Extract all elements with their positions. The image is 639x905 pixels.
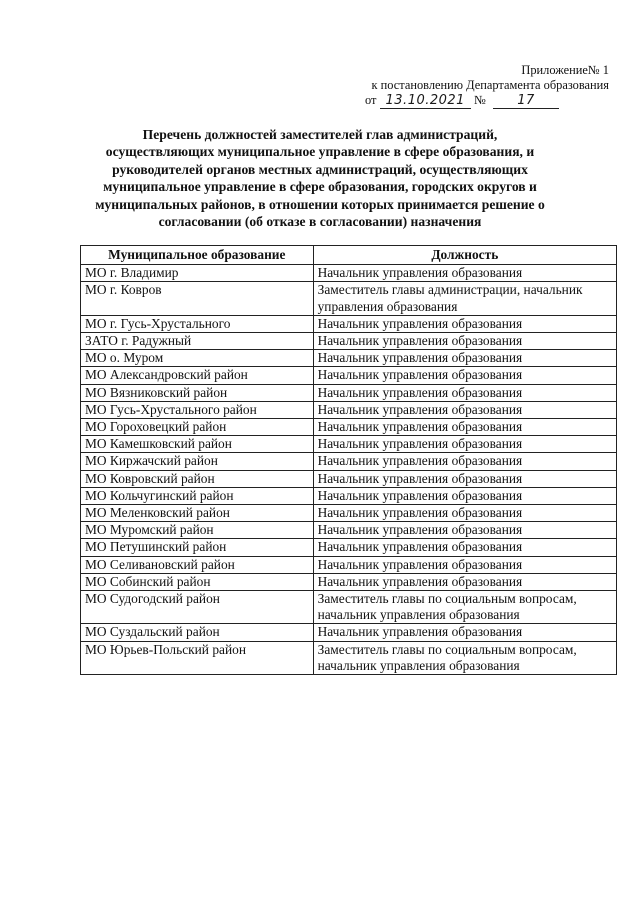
municipality-cell: МО Селивановский район [81,556,314,573]
municipality-cell: МО Камешковский район [81,436,314,453]
table-row [81,624,617,641]
number-prefix: № [474,93,486,107]
municipality-cell: МО г. Ковров [81,282,314,315]
municipality-cell: МО Меленковский район [81,505,314,522]
municipality-cell: МО Вязниковский район [81,384,314,401]
table-row [81,384,617,401]
position-cell: Начальник управления образования [313,333,616,350]
table-row [81,367,617,384]
date-prefix: от [364,93,377,107]
position-cell: Начальник управления образования [313,315,616,332]
position-cell: Начальник управления образования [313,556,616,573]
annex-header [289,63,609,109]
position-cell: Начальник управления образования [313,384,616,401]
municipality-cell: МО Юрьев-Польский район [81,641,314,674]
table-row [81,505,617,522]
annex-reference: к постановлению Департамента образования [371,78,609,92]
municipality-cell: МО Гусь-Хрустального район [81,401,314,418]
position-cell: Начальник управления образования [313,350,616,367]
table-row [81,591,617,624]
table-row [81,265,617,282]
municipality-cell: ЗАТО г. Радужный [81,333,314,350]
municipality-cell: МО Киржачский район [81,453,314,470]
table-row [81,487,617,504]
title-line: муниципальное управление в сфере образования, городских округов и [103,179,537,195]
handwritten-number: 17 [493,93,559,109]
title-line: согласовании (об отказе в согласовании) назначения [158,214,482,230]
position-cell: Начальник управления образования [313,470,616,487]
position-cell: Начальник управления образования [313,265,616,282]
annex-label: Приложение№ 1 [521,63,609,77]
table-row [81,539,617,556]
position-cell: Начальник управления образования [313,436,616,453]
municipality-cell: МО Кольчугинский район [81,487,314,504]
table-row [81,573,617,590]
table-body [81,265,617,675]
table-row [81,556,617,573]
header-position: Должность [313,246,616,265]
table-row [81,333,617,350]
position-cell: Начальник управления образования [313,624,616,641]
position-cell: Начальник управления образования [313,539,616,556]
municipality-cell: МО Муромский район [81,522,314,539]
table-row [81,436,617,453]
position-cell: Заместитель главы по социальным вопросам, начальник управления образования [313,641,616,674]
handwritten-date: 13.10.2021 [380,93,471,109]
title-line: руководителей органов местных администраций, осуществляющих [112,161,528,177]
position-cell: Начальник управления образования [313,505,616,522]
position-cell: Начальник управления образования [313,367,616,384]
municipality-cell: МО Собинский район [81,573,314,590]
table-row [81,453,617,470]
municipality-cell: МО о. Муром [81,350,314,367]
title-line: осуществляющих муниципальное управление в сфере образования, и [105,144,535,160]
position-cell: Начальник управления образования [313,453,616,470]
municipality-cell: МО Гороховецкий район [81,419,314,436]
positions-table [80,245,617,675]
position-cell: Заместитель главы по социальным вопросам, начальник управления образования [313,591,616,624]
position-cell: Начальник управления образования [313,487,616,504]
table-row [81,522,617,539]
table-row [81,419,617,436]
position-cell: Начальник управления образования [313,573,616,590]
table-row [81,641,617,674]
annex-date-number-row [289,93,609,109]
municipality-cell: МО г. Владимир [81,265,314,282]
table-row [81,282,617,315]
position-cell: Начальник управления образования [313,401,616,418]
table-row [81,470,617,487]
title-line: муниципальных районов, в отношении которых принимается решение о [95,196,545,212]
municipality-cell: МО Суздальский район [81,624,314,641]
municipality-cell: МО Судогодский район [81,591,314,624]
position-cell: Начальник управления образования [313,419,616,436]
table-row [81,315,617,332]
municipality-cell: МО Ковровский район [81,470,314,487]
title-line: Перечень должностей заместителей глав администраций, [142,127,498,142]
table-header-row [81,246,617,265]
table-row [81,350,617,367]
municipality-cell: МО г. Гусь-Хрустального [81,315,314,332]
position-cell: Начальник управления образования [313,522,616,539]
table-row [81,401,617,418]
header-municipality: Муниципальное образование [81,246,314,265]
municipality-cell: МО Петушинский район [81,539,314,556]
document-title [80,126,560,230]
position-cell: Заместитель главы администрации, начальник управления образования [313,282,616,315]
municipality-cell: МО Александровский район [81,367,314,384]
